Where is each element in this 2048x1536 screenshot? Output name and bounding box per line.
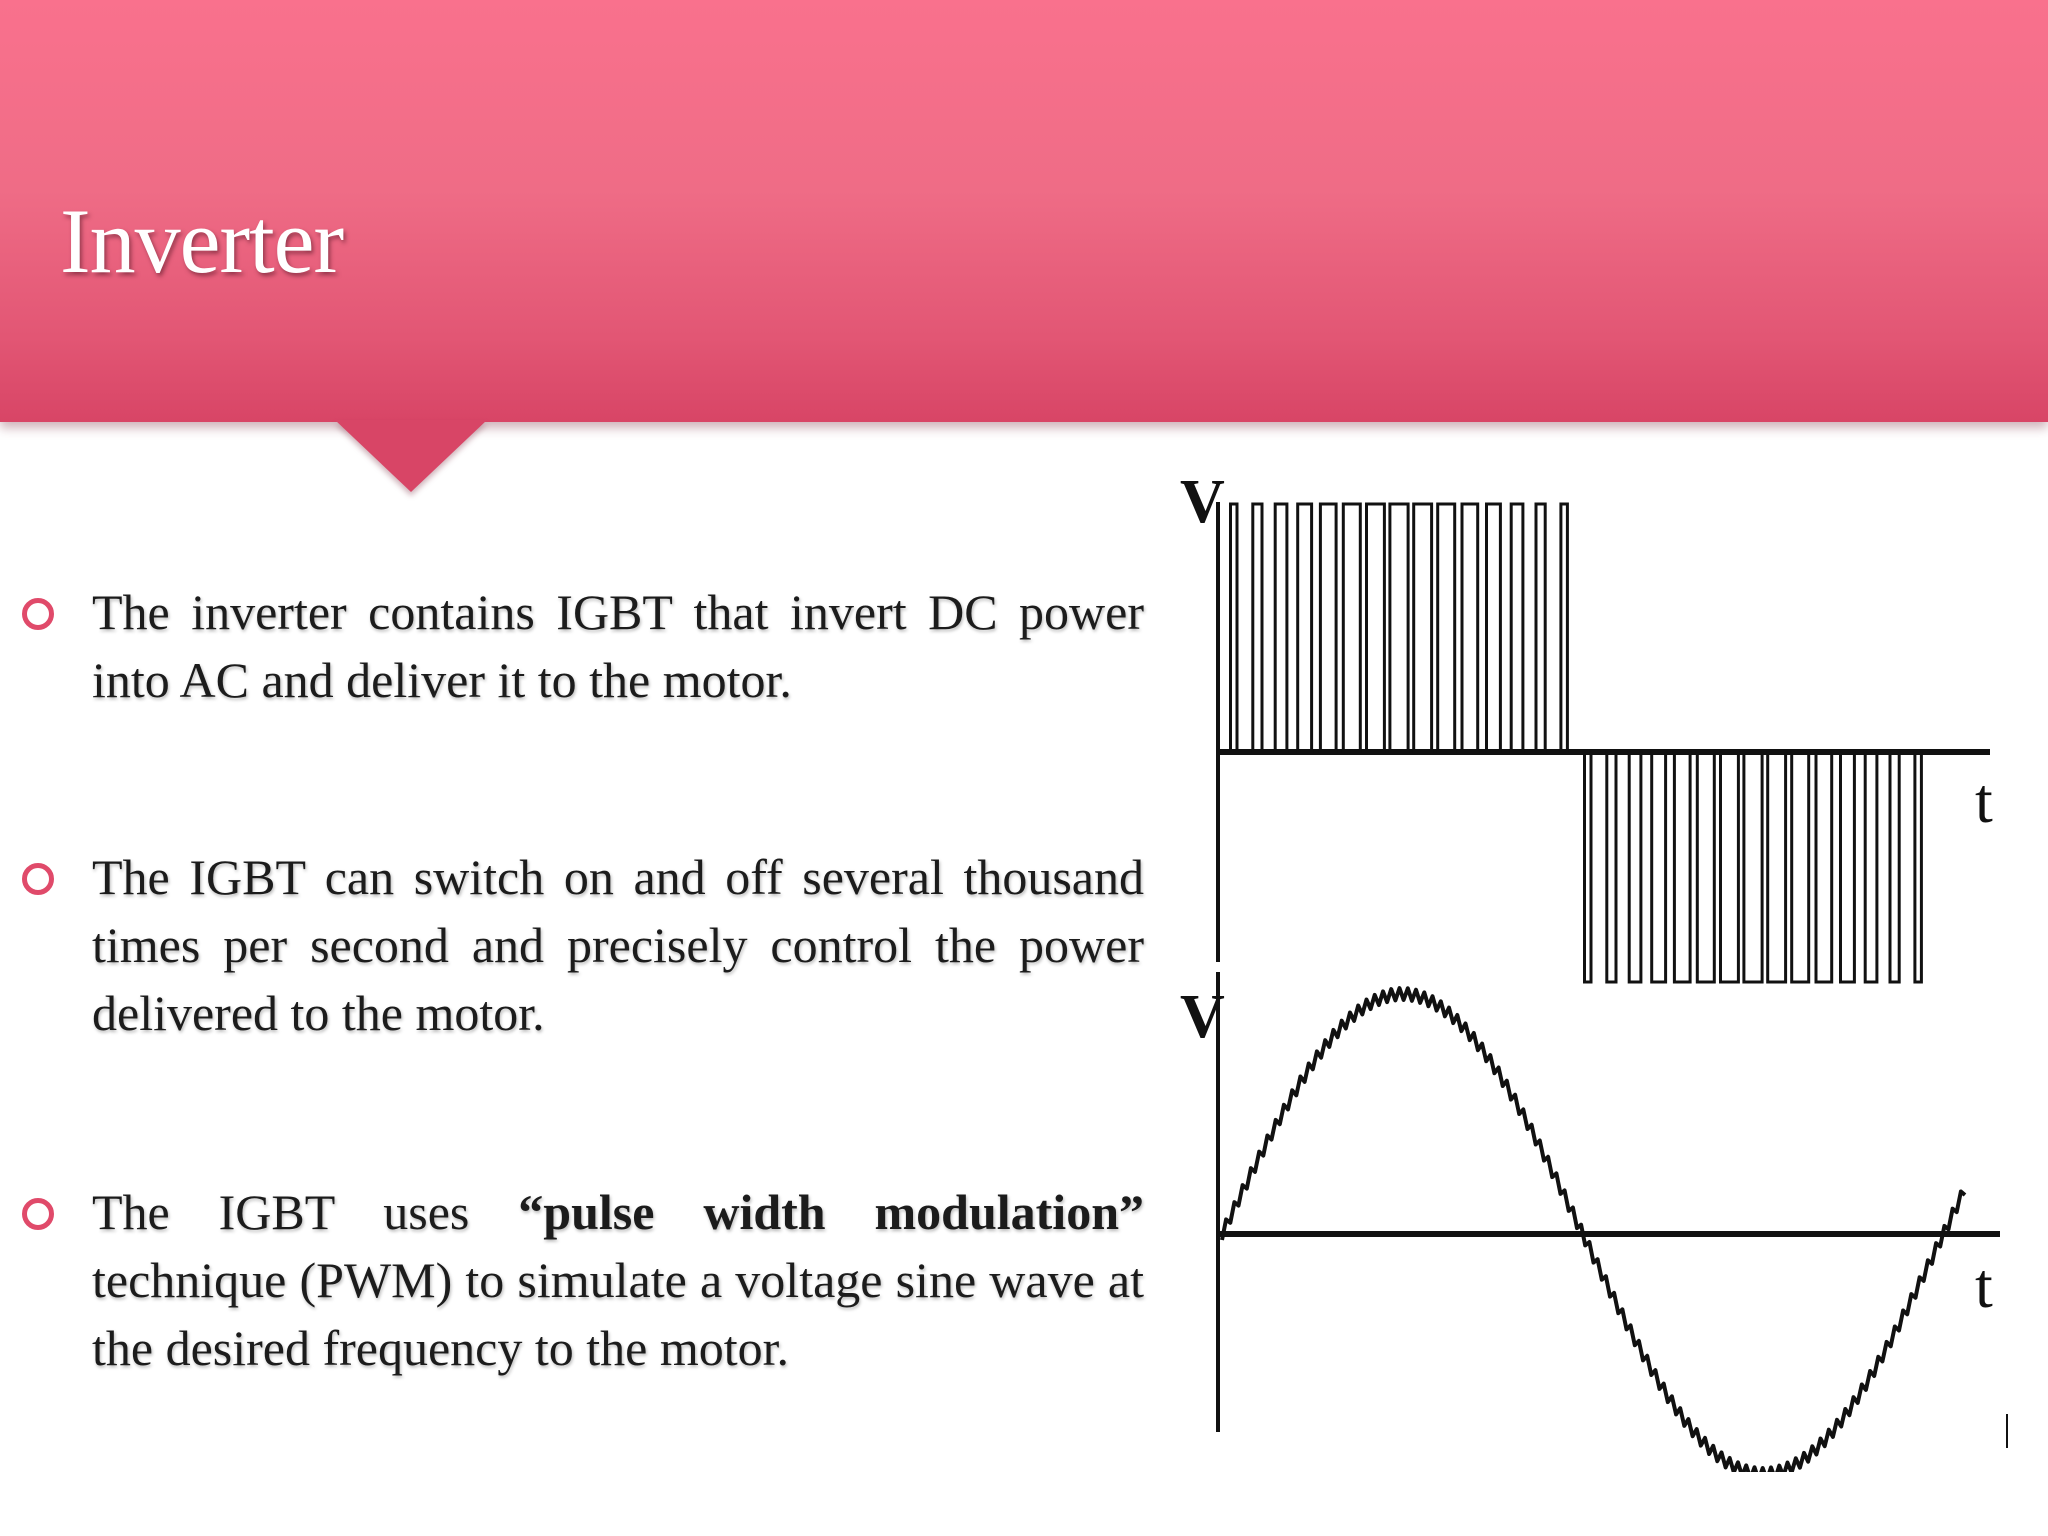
pwm-pulse	[1841, 752, 1855, 982]
bullet-text-3	[92, 1178, 1144, 1382]
pwm-pulse-plot	[1180, 468, 1993, 982]
pwm-pulse	[1536, 504, 1545, 752]
pwm-y-label: V	[1180, 468, 1225, 536]
bullet-item-2	[18, 843, 1144, 1047]
bullet-item-1	[18, 578, 1144, 714]
pwm-waveform-figure	[1160, 452, 2020, 1472]
pwm-pulse	[1721, 752, 1739, 982]
pwm-pulse	[1561, 504, 1568, 752]
pwm-pulse	[1275, 504, 1287, 752]
pwm-pulse	[1674, 752, 1690, 982]
sine-curve	[1222, 988, 1965, 1472]
pwm-pulse	[1697, 752, 1714, 982]
bullet-text-3-prefix: The IGBT uses	[92, 1184, 519, 1240]
pwm-pulse	[1390, 504, 1408, 752]
pwm-pulse	[1298, 504, 1312, 752]
sine-x-label: t	[1975, 1250, 1993, 1321]
pwm-pulse	[1320, 504, 1336, 752]
bullet-text-3-suffix: technique (PWM) to simulate a voltage sine wave at the desired frequency to the motor.	[92, 1252, 1144, 1376]
bullet-text-1: The inverter contains IGBT that invert DC power into AC and deliver it to the motor.	[92, 584, 1144, 708]
bullet-circle-icon	[22, 863, 54, 895]
pwm-pulse	[1253, 504, 1262, 752]
sine-y-label: V	[1180, 983, 1225, 1051]
pwm-pulse	[1487, 504, 1501, 752]
pwm-pulse	[1792, 752, 1809, 982]
pwm-pulse	[1438, 504, 1455, 752]
pwm-pulse	[1462, 504, 1478, 752]
pwm-pulse	[1652, 752, 1666, 982]
pwm-pulse	[1343, 504, 1360, 752]
pwm-term: “pulse width modulation”	[518, 1184, 1144, 1240]
pwm-x-label: t	[1975, 765, 1993, 836]
pwm-pulse	[1629, 752, 1641, 982]
bullet-circle-icon	[22, 598, 54, 630]
bullet-circle-icon	[22, 1198, 54, 1230]
banner-pointer	[335, 420, 487, 492]
pwm-pulse	[1865, 752, 1877, 982]
pwm-pulse	[1768, 752, 1786, 982]
pwm-pulse	[1231, 504, 1238, 752]
sine-output-plot	[1180, 972, 2007, 1472]
pwm-pulses	[1231, 504, 1922, 982]
slide-title: Inverter	[60, 190, 344, 292]
pwm-pulse	[1816, 752, 1832, 982]
pwm-pulse	[1744, 752, 1762, 982]
pwm-pulse	[1915, 752, 1922, 982]
bullet-text-2: The IGBT can switch on and off several thousand times per second and precisely control the power delivered to the motor.	[92, 849, 1144, 1041]
pwm-pulse	[1607, 752, 1616, 982]
pwm-pulse	[1511, 504, 1523, 752]
pwm-pulse	[1414, 504, 1432, 752]
pwm-pulse	[1585, 752, 1592, 982]
pwm-pulse	[1367, 504, 1385, 752]
bullet-item-3	[18, 1178, 1144, 1382]
pwm-pulse	[1890, 752, 1899, 982]
